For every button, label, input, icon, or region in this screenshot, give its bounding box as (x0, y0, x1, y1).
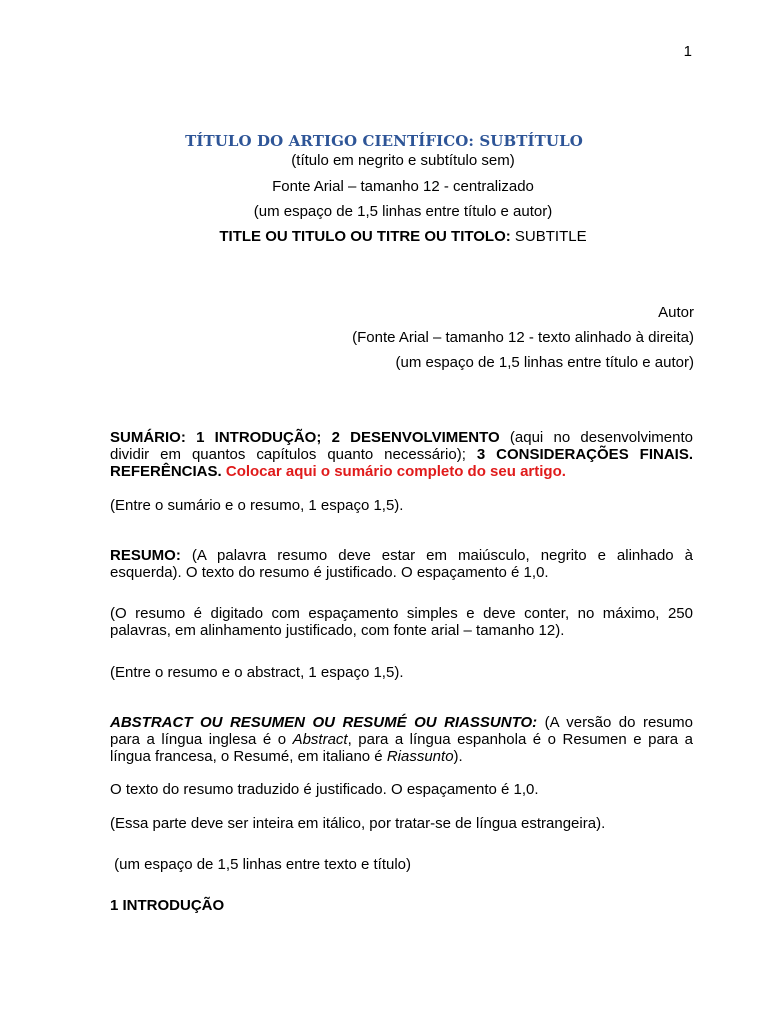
article-title: TÍTULO DO ARTIGO CIENTÍFICO: SUBTÍTULO (185, 132, 583, 150)
resumo-label: RESUMO: (110, 547, 181, 564)
abstract-label: ABSTRACT OU RESUMEN OU RESUMÉ OU RIASSUNTO: (110, 714, 538, 731)
spacing-text-title-note: (um espaço de 1,5 linhas entre texto e título) (110, 856, 412, 873)
summary-bold-1: SUMÁRIO: 1 INTRODUÇÃO; 2 DESENVOLVIMENTO (110, 429, 500, 446)
summary-text-1: (aqui no desenvolvimento dividir em quantos capítulos quanto necessário); (110, 429, 693, 463)
alt-title-rest: SUBTITLE (510, 228, 587, 245)
abstract-text-3: ). (453, 748, 463, 765)
resumo-paragraph (110, 547, 693, 581)
author-font-note: (Fonte Arial – tamanho 12 - texto alinhado à direita) (352, 329, 694, 346)
alt-title-bold: TITLE OU TITULO OU TITRE OU TITOLO: (219, 228, 511, 245)
summary-instruction: Colocar aqui o sumário completo do seu artigo. (221, 463, 566, 480)
abstract-paragraph (110, 714, 693, 765)
author-spacing-note: (um espaço de 1,5 linhas entre título e autor) (395, 354, 694, 371)
riassunto-term: Riassunto (386, 748, 454, 765)
title-note: (título em negrito e subtítulo sem) (291, 152, 515, 169)
resumo-spacing-note: (Entre o resumo e o abstract, 1 espaço 1,5). (110, 664, 404, 681)
resumo-text: (A palavra resumo deve estar em maiúsculo, negrito e alinhado à esquerda). O texto do resumo é justificado. O espaçamento é 1,0. (110, 547, 693, 581)
page-number: 1 (683, 43, 692, 60)
alt-title (0, 228, 768, 245)
summary-spacing-note: (Entre o sumário e o resumo, 1 espaço 1,5). (110, 497, 404, 514)
abstract-note-1: O texto do resumo traduzido é justificado. O espaçamento é 1,0. (110, 781, 539, 798)
summary-bold-2: 3 CONSIDERAÇÕES FINAIS. REFERÊNCIAS. (110, 446, 694, 480)
font-note: Fonte Arial – tamanho 12 - centralizado (272, 178, 534, 195)
abstract-text-2: , para a língua espanhola é o Resumen e para a língua francesa, o Resumé, em italiano é (110, 731, 693, 765)
spacing-note: (um espaço de 1,5 linhas entre título e autor) (253, 203, 553, 220)
abstract-note-2: (Essa parte deve ser inteira em itálico, por tratar-se de língua estrangeira). (110, 815, 606, 832)
resumo-note: (O resumo é digitado com espaçamento simples e deve conter, no máximo, 250 palavras, em alinhamento justificado, com fonte arial – tamanho 12). (110, 605, 693, 639)
summary-paragraph (110, 429, 693, 480)
section-heading: 1 INTRODUÇÃO (110, 897, 225, 914)
abstract-term: Abstract (292, 731, 348, 748)
abstract-text-1: (A versão do resumo para a língua inglesa é o (110, 714, 693, 748)
author-name: Autor (658, 304, 694, 321)
